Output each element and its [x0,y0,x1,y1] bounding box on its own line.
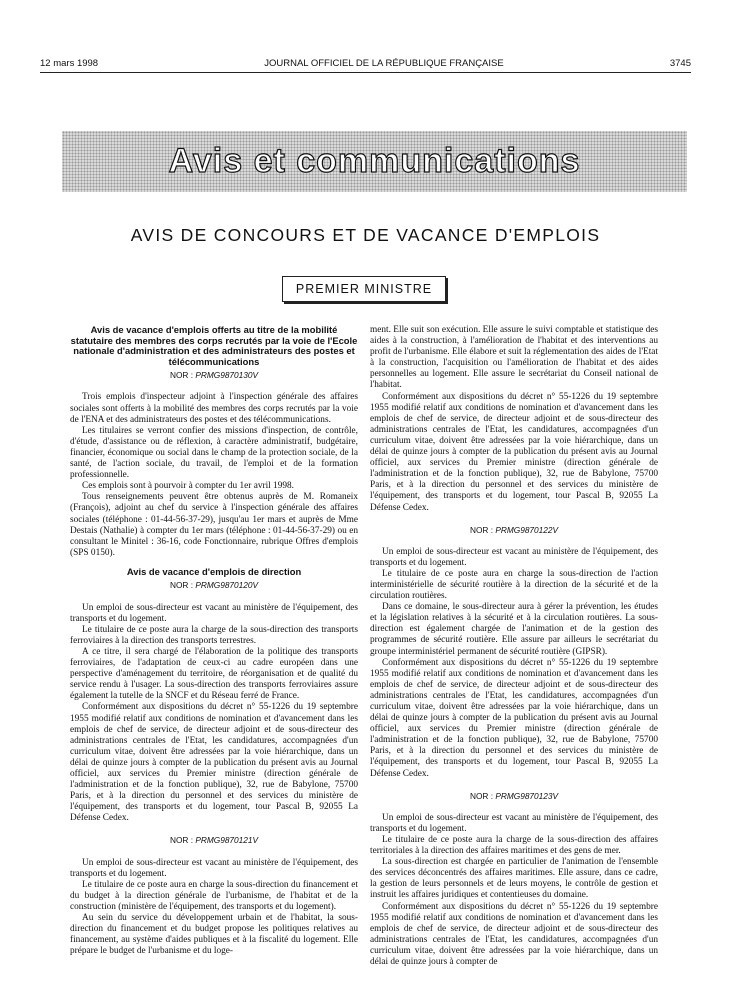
nor-reference: NOR : PRMG9870120V [169,580,259,591]
nor-reference: NOR : PRMG9870130V [169,370,259,381]
paragraph: Le titulaire de ce poste aura la charge de la sous-direction des transports ferroviaires à la direction des transports terrestres. [70,624,358,646]
paragraph: Un emploi de sous-directeur est vacant au ministère de l'équipement, des transports et du logement. [370,812,658,834]
notice-title: Avis de vacance d'emplois de direction [126,565,302,577]
paragraph: Le titulaire de ce poste aura en charge la sous-direction du financement et du budget à la direction générale de l'urbanisme, de l'habitat et de la construction (ministère de l'équipement, des transports et du logement). [70,879,358,912]
paragraph: Conformément aux dispositions du décret n° 55-1226 du 19 septembre 1955 modifié relatif aux conditions de nomination et d'avancement dans les emplois de chef de service, de directeur adjoint et de sous-directeur des administrations centrales de l'Etat, les candidatures, accompagnées d'un curriculum vitae, doivent être adressées par la voie hiérarchique, dans un délai de quinze jours à compter de [370,901,658,967]
paragraph: Ces emplois sont à pourvoir à compter du 1er avril 1998. [82,481,294,492]
banner-title: Avis et communications [168,142,581,180]
left-column [70,325,358,985]
page-number: 3745 [669,57,691,69]
notice-title: Avis de vacance d'emplois offerts au titre de la mobilité statutaire des membres des corps recrutés par la voie de l'Ecole nationale d'administration et des administrateurs des postes et télécommunications [70,325,358,367]
issue-date: 12 mars 1998 [40,57,99,69]
paragraph: Le titulaire de ce poste aura en charge la sous-direction de l'action interministérielle de sécurité routière à la direction de la sécurité et de la circulation routières. [370,568,658,602]
right-column [370,325,658,985]
paragraph: Un emploi de sous-directeur est vacant au ministère de l'équipement, des transports et du logement. [70,857,358,879]
paragraph: La sous-direction est chargée en particulier de l'animation de l'ensemble des services déconcentrés des affaires maritimes. Elle assure, dans ce cadre, la gestion de leurs personnels et de leurs moyens, le contrôle de gestion et instruit les affaires juridiques et contentieuses du domaine. [370,857,658,901]
paragraph: Au sein du service du développement urbain et de l'habitat, la sous-direction du financement et du budget propose les politiques relatives au financement, au système d'aides publiques et à la fiscalité du logement. Elle prépare le budget de l'urbanisme et du loge- [70,913,358,957]
paragraph: Conformément aux dispositions du décret n° 55-1226 du 19 septembre 1955 modifié relatif aux conditions de nomination et d'avancement dans les emplois de chef de service, de directeur adjoint et de sous-directeur des administrations centrales de l'Etat, les candidatures, accompagnées d'un curriculum vitae, doivent être adressées par la voie hiérarchique, dans un délai de quinze jours à compter de la publication du présent avis au Journal officiel, aux services du Premier ministre (direction générale de l'administration et de la fonction publique), 32, rue de Babylone, 75700 Paris, et à la direction du personnel et des services du ministère de l'équipement, des transports et du logement, tour Pascal B, 92055 La Défense Cedex. [370,657,658,779]
paragraph: Trois emplois d'inspecteur adjoint à l'inspection générale des affaires sociales sont offerts à la mobilité des membres des corps recrutés par la voie de l'ENA et des administrateurs des postes et des télécommunications. [70,392,358,425]
paragraph: Le titulaire de ce poste aura la charge de la sous-direction des affaires territoriales à la direction des affaires maritimes et des gens de mer. [370,834,658,857]
journal-name: JOURNAL OFFICIEL DE LA RÉPUBLIQUE FRANÇAISE [264,57,504,69]
running-header [40,56,691,70]
ministry-heading: PREMIER MINISTRE [282,276,446,302]
section-banner [62,131,687,192]
paragraph: Un emploi de sous-directeur est vacant au ministère de l'équipement, des transports et du logement. [370,546,658,568]
paragraph: Un emploi de sous-directeur est vacant au ministère de l'équipement, des transports et du logement. [70,602,358,624]
paragraph: ment. Elle suit son exécution. Elle assure le suivi comptable et statistique des aides à la construction, à l'amélioration de l'habitat et des interventions au profit de l'urbanisme. Elle élabore et suit la réglementation des aides de l'Etat à la construction, l'acquisition ou l'amélioration de l'habitat et des aides personnelles au logement. Elle assure le secrétariat du Conseil national de l'habitat. [370,325,658,391]
paragraph: Conformément aux dispositions du décret n° 55-1226 du 19 septembre 1955 modifié relatif aux conditions de nomination et d'avancement dans les emplois de chef de service, de directeur adjoint et de sous-directeur des administrations centrales de l'Etat, les candidatures, accompagnées d'un curriculum vitae, doivent être adressées par la voie hiérarchique, dans un délai de quinze jours à compter de la publication du présent avis au Journal officiel, aux services du Premier ministre (direction générale de l'administration et de la fonction publique), 32, rue de Babylone, 75700 Paris, et à la direction du personnel et des services du ministère de l'équipement, des transports et du logement, tour Pascal B, 92055 La Défense Cedex. [70,702,358,824]
nor-reference: NOR : PRMG9870123V [469,790,559,801]
paragraph: Dans ce domaine, le sous-directeur aura à gérer la prévention, les études et la législation relatives à la sécurité et à la circulation routières. La sous-direction est également chargée de l'animation et de la gestion des programmes de sécurité routière. Elle assure par ailleurs le secrétariat du groupe interministériel permanent de sécurité routière (GIPSR). [370,602,658,657]
section-title: AVIS DE CONCOURS ET DE VACANCE D'EMPLOIS [130,225,601,245]
nor-reference: NOR : PRMG9870122V [469,524,559,535]
paragraph: Les titulaires se verront confier des missions d'inspection, de contrôle, d'étude, d'assistance ou de réflexion, à caractère administratif, budgétaire, financier, économique ou social dans le champ de la protection sociale, de la santé, de l'action sociale, du travail, de l'emploi et de la formation professionnelle. [70,425,358,481]
nor-reference: NOR : PRMG9870121V [169,835,259,846]
header-rule [40,72,691,73]
paragraph: Tous renseignements peuvent être obtenus auprès de M. Romaneix (François), adjoint au chef du service à l'inspection générale des affaires sociales (téléphone : 01-44-56-37-29), jusqu'au 1er mars et auprès de Mme Destais (Nathalie) à compter du 1er mars (téléphone : 01-44-56-37-29) ou en consultant le Minitel : 36-16, code Fonctionnaire, rubrique Offres d'emplois (SPS 0150). [70,492,358,558]
paragraph: A ce titre, il sera chargé de l'élaboration de la politique des transports ferroviaires, de l'adaptation de ceux-ci au cadre européen dans une perspective d'aménagement du territoire, de réorganisation et de qualité du service rendu à l'usager. La sous-direction des transports ferroviaires assure également la tutelle de la SNCF et du Réseau ferré de France. [70,646,358,702]
paragraph: Conformément aux dispositions du décret n° 55-1226 du 19 septembre 1955 modifié relatif aux conditions de nomination et d'avancement dans les emplois de chef de service, de directeur adjoint et de sous-directeur des administrations centrales de l'Etat, les candidatures, accompagnées d'un curriculum vitae, doivent être adressées par la voie hiérarchique, dans un délai de quinze jours à compter de la publication du présent avis au Journal officiel, aux services du Premier ministre (direction générale de l'administration et de la fonction publique), 32, rue de Babylone, 75700 Paris, et à la direction du personnel et des services du ministère de l'équipement, des transports et du logement, tour Pascal B, 92055 La Défense Cedex. [370,391,658,513]
